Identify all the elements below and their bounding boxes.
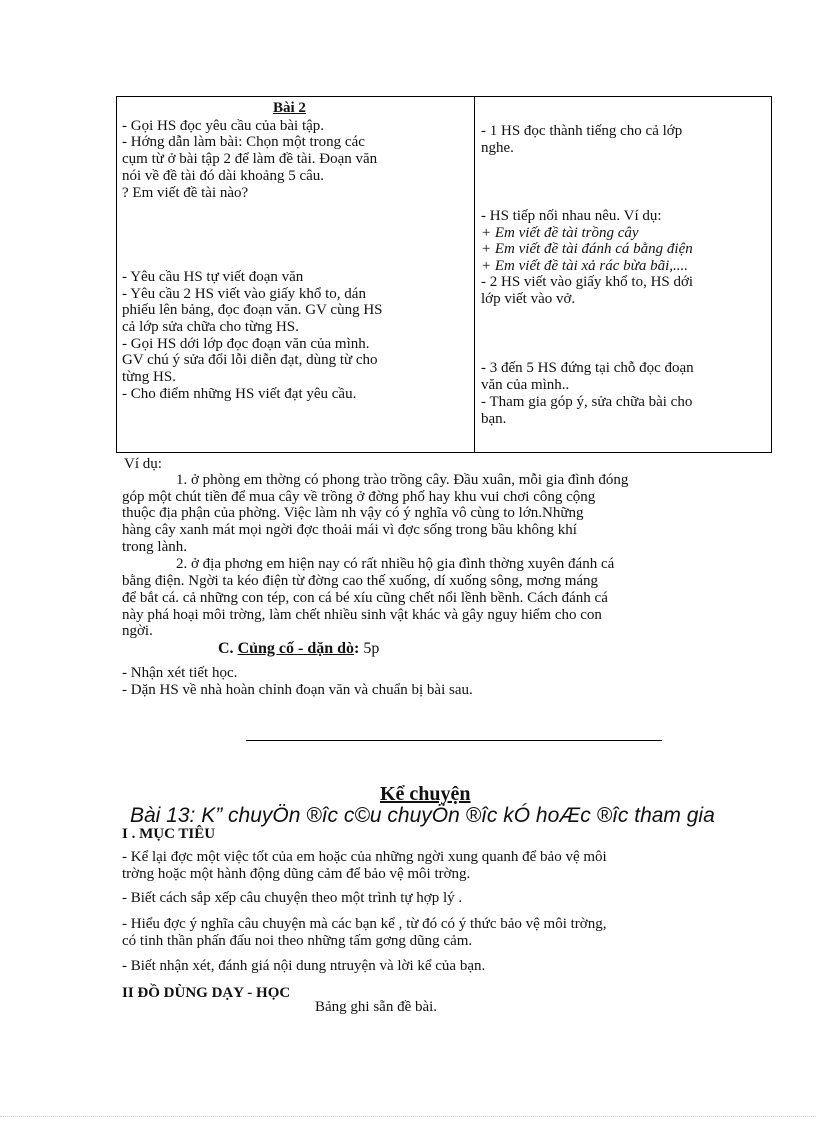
table-right-line: - Tham gia góp ý, sửa chữa bài cho: [481, 394, 693, 410]
objective-line: - Biết cách sắp xếp câu chuyện theo một trình tự hợp lý .: [122, 890, 463, 906]
table-right-line: lớp viết vào vở.: [481, 291, 576, 307]
consolidate-line: - Dặn HS về nhà hoàn chỉnh đoạn văn và chuẩn bị bài sau.: [122, 682, 473, 698]
objective-line: trờng hoặc một hành động dũng cảm để bảo vệ môi trờng.: [122, 866, 471, 882]
table-left-line: - Yêu cầu 2 HS viết vào giấy khổ to, dán: [122, 286, 366, 302]
table-left-line: cả lớp sửa chữa cho từng HS.: [122, 319, 299, 335]
lesson-title: Bài 13: K” chuyÖn ®îc c©u chuyÖn ®îc kÓ hoÆc ®îc tham gia: [130, 804, 715, 827]
objective-line: - Biết nhận xét, đánh giá nội dung ntruyện và lời kể của bạn.: [122, 958, 486, 974]
objective-line: - Kể lại đợc một việc tốt của em hoặc của những ngời xung quanh để bảo vệ môi: [122, 849, 607, 865]
consolidate-heading: [218, 641, 379, 657]
consolidate-colon: :: [354, 640, 360, 657]
materials-text: Bảng ghi sẵn đề bài.: [315, 999, 438, 1015]
page-bottom-border: [0, 1116, 816, 1117]
table-left-line: cụm từ ở bài tập 2 để làm đề tài. Đoạn văn: [122, 151, 378, 167]
example-p2-line: này phá hoại môi trờng, làm chết nhiều sinh vật khác và gây nguy hiểm cho con: [122, 607, 602, 623]
objective-line: - Hiểu đợc ý nghĩa câu chuyện mà các bạn kể , từ đó có ý thức bảo vệ môi trờng,: [122, 916, 607, 932]
table-left-line: - Cho điểm những HS viết đạt yêu cầu.: [122, 386, 357, 402]
table-column-divider: [474, 97, 475, 452]
table-right-line: - HS tiếp nối nhau nêu. Ví dụ:: [481, 208, 662, 224]
consolidate-prefix: C.: [218, 640, 238, 657]
table-right-line: + Em viết đề tài đánh cá bằng điện: [481, 241, 693, 257]
consolidate-title: Củng cố - dặn dò: [237, 640, 355, 657]
table-right-line: + Em viết đề tài xả rác bừa bãi,....: [481, 258, 689, 274]
table-right-line: bạn.: [481, 411, 507, 427]
table-left-line: từng HS.: [122, 369, 176, 385]
table-right-line: - 2 HS viết vào giấy khổ to, HS dới: [481, 274, 694, 290]
example-p2-line: để bắt cá. cả những con tép, con cá bé xíu cũng chết nổi lềnh bềnh. Cách đánh cá: [122, 590, 608, 606]
table-left-line: - Hớng dẫn làm bài: Chọn một trong các: [122, 134, 365, 150]
table-right-line: + Em viết đề tài trồng cây: [481, 225, 639, 241]
table-right-line: - 3 đến 5 HS đứng tại chỗ đọc đoạn: [481, 360, 694, 376]
table-left-line: ? Em viết đề tài nào?: [122, 185, 249, 201]
example-p1-line: 1. ở phòng em thờng có phong trào trồng cây. Đầu xuân, mỗi gia đình đóng: [176, 472, 629, 488]
example-p2-line: bằng điện. Ngời ta kéo điện từ đờng cao thế xuống, dí xuống sông, mơng máng: [122, 573, 599, 589]
table-left-line: phiếu lên bảng, đọc đoạn văn. GV cùng HS: [122, 302, 383, 318]
section-materials-heading: II ĐỒ DÙNG DẠY - HỌC: [122, 985, 291, 1001]
objective-line: có tinh thần phấn đấu noi theo những tấm gơng dũng cảm.: [122, 933, 473, 949]
consolidate-line: - Nhận xét tiết học.: [122, 665, 238, 681]
table-right-line: văn của mình..: [481, 377, 570, 393]
example-p2-line: ngời.: [122, 623, 153, 639]
consolidate-time: 5p: [359, 640, 380, 657]
table-left-line: nói về đề tài đó dài khoảng 5 câu.: [122, 168, 325, 184]
ke-chuyen-heading: Kể chuyện: [380, 783, 471, 805]
table-left-line: - Gọi HS dới lớp đọc đoạn văn của mình.: [122, 336, 370, 352]
table-left-line: GV chú ý sửa đổi lỗi diễn đạt, dùng từ cho: [122, 352, 378, 368]
example-label: Ví dụ:: [124, 456, 162, 472]
example-p1-line: thuộc địa phận của phờng. Việc làm nh vậy có ý nghĩa vô cùng to lớn.Những: [122, 505, 584, 521]
table-left-line: - Gọi HS đọc yêu cầu của bài tập.: [122, 118, 325, 134]
table-left-line: - Yêu cầu HS tự viết đoạn văn: [122, 269, 304, 285]
example-p1-line: hàng cây xanh mát mọi ngời đợc thoải mái vì đợc sống trong bầu không khí: [122, 522, 577, 538]
example-p1-line: trong lành.: [122, 539, 187, 555]
section-separator: [246, 740, 662, 741]
table-right-line: nghe.: [481, 140, 514, 156]
example-p1-line: góp một chút tiền để mua cây về trồng ở đờng phố hay khu vui chơi công cộng: [122, 489, 596, 505]
table-right-line: - 1 HS đọc thành tiếng cho cả lớp: [481, 123, 683, 139]
table-left-title: Bài 2: [273, 100, 306, 116]
example-p2-line: 2. ở địa phơng em hiện nay có rất nhiều hộ gia đình thờng xuyên đánh cá: [176, 556, 615, 572]
section-objectives-heading: I . MỤC TIÊU: [122, 826, 216, 842]
